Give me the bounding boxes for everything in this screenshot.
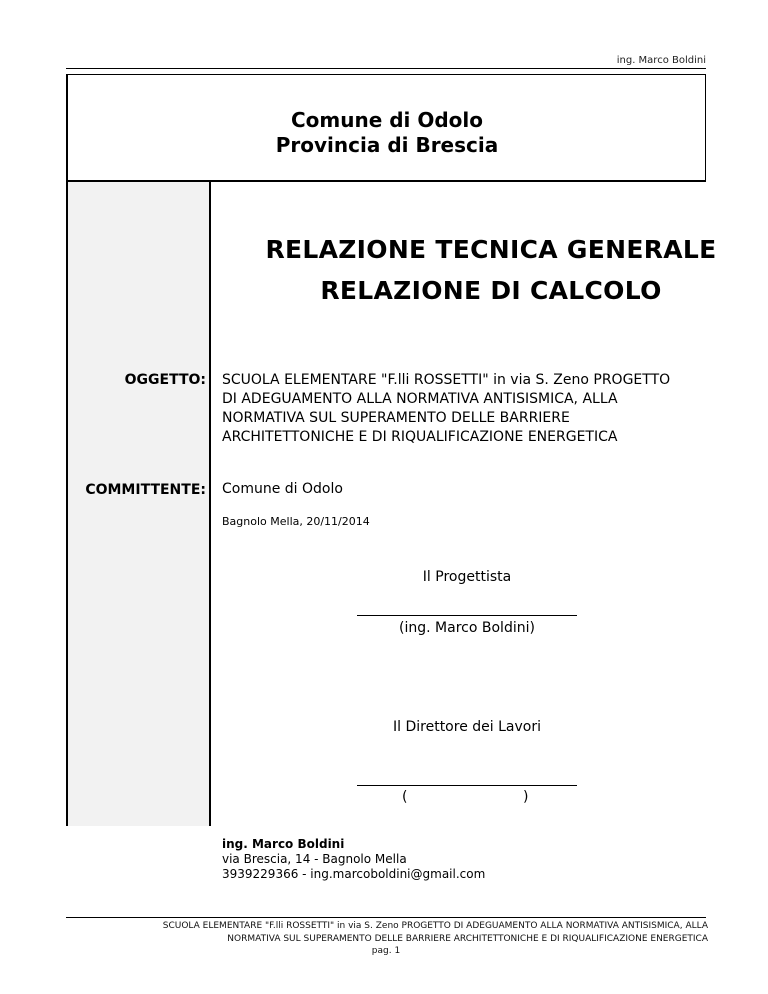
oggetto-text (222, 371, 708, 447)
frame-divider (66, 180, 706, 182)
paren-close: ) (523, 789, 529, 805)
header-rule (66, 68, 706, 69)
footer-rule (66, 917, 706, 918)
studio-contact: 3939229366 - ing.marcoboldini@gmail.com (222, 867, 486, 881)
studio-info (222, 837, 485, 882)
document-subtitle: RELAZIONE DI CALCOLO (320, 276, 662, 305)
committente-value: Comune di Odolo (222, 481, 343, 497)
oggetto-line: ARCHITETTONICHE E DI RIQUALIFICAZIONE ENERGETICA (222, 429, 618, 445)
progettista-signature-line (357, 615, 577, 616)
frame-top-border (66, 74, 706, 75)
studio-name: ing. Marco Boldini (222, 837, 345, 851)
oggetto-line: SCUOLA ELEMENTARE "F.lli ROSSETTI" in via S. Zeno PROGETTO (222, 372, 671, 388)
header-author: ing. Marco Boldini (616, 55, 706, 66)
footer-text (66, 920, 708, 946)
direttore-signature-line (357, 785, 577, 786)
oggetto-line: DI ADEGUAMENTO ALLA NORMATIVA ANTISISMICA, ALLA (222, 391, 618, 407)
frame-left-border (66, 74, 68, 826)
page-number: pag. 1 (371, 946, 401, 956)
footer-line: SCUOLA ELEMENTARE "F.lli ROSSETTI" in via S. Zeno PROGETTO DI ADEGUAMENTO ALLA NORMATIVA ANTISISMICA, ALLA (162, 921, 708, 931)
comune-name: Comune di Odolo (290, 108, 484, 132)
oggetto-line: NORMATIVA SUL SUPERAMENTO DELLE BARRIERE (222, 410, 570, 426)
progettista-name: (ing. Marco Boldini) (399, 620, 535, 636)
document-title: RELAZIONE TECNICA GENERALE (265, 235, 717, 264)
studio-address: via Brescia, 14 - Bagnolo Mella (222, 852, 407, 866)
oggetto-label: OGGETTO: (124, 372, 206, 388)
progettista-role: Il Progettista (422, 569, 512, 585)
footer-line: NORMATIVA SUL SUPERAMENTO DELLE BARRIERE ARCHITETTONICHE E DI RIQUALIFICAZIONE ENERGETICA (227, 934, 708, 944)
place-date: Bagnolo Mella, 20/11/2014 (222, 515, 370, 528)
provincia-name: Provincia di Brescia (275, 133, 499, 157)
paren-open: ( (402, 789, 408, 805)
label-column-background (68, 182, 209, 826)
direttore-role: Il Direttore dei Lavori (393, 719, 541, 735)
committente-label: COMMITTENTE: (85, 482, 206, 498)
